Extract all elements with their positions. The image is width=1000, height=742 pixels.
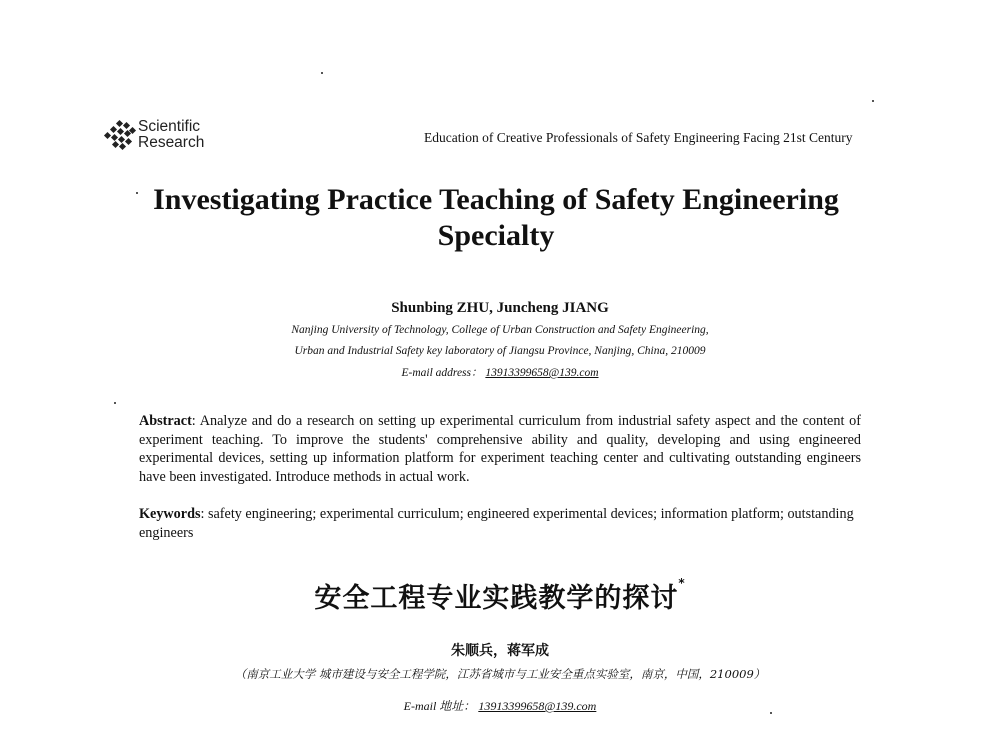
keywords-text: : safety engineering; experimental curriculum; engineered experimental devices; information platform; outstanding engineers	[139, 506, 854, 541]
chinese-email-label: E-mail 地址：	[403, 699, 476, 713]
chinese-email-line	[0, 697, 1000, 714]
publisher-logo	[103, 119, 204, 151]
scan-speck	[770, 712, 772, 714]
affiliation-line-1: Nanjing University of Technology, College of Urban Construction and Safety Engineering,	[291, 324, 709, 336]
chinese-affiliation: （南京工业大学 城市建设与安全工程学院，江苏省城市与工业安全重点实验室，南京，中国，210009）	[234, 667, 766, 681]
logo-line-2: Research	[138, 134, 205, 151]
email-line	[0, 364, 1000, 380]
logo-line-1: Scientific	[138, 118, 201, 135]
running-head: Education of Creative Professionals of Safety Engineering Facing 21st Century	[424, 130, 853, 145]
chinese-authors: 朱顺兵，蒋军成	[451, 643, 549, 659]
scan-speck	[872, 100, 874, 102]
abstract-label: Abstract	[139, 413, 192, 429]
paper-authors: Shunbing ZHU, Juncheng JIANG	[391, 300, 609, 316]
logo-text	[138, 119, 204, 151]
email-label: E-mail address：	[401, 367, 483, 379]
scan-speck	[321, 72, 323, 74]
email-link[interactable]: 13913399658@139.com	[485, 367, 599, 379]
chinese-title-text: 安全工程专业实践教学的探讨	[314, 583, 679, 614]
abstract	[139, 412, 861, 486]
chinese-title	[0, 576, 1000, 615]
abstract-text: : Analyze and do a research on setting up experimental curriculum from industrial safety aspect and the content of experiment teaching. To improve the students' comprehensive ability and quality, developing and using engineered experimental devices, setting up information platform for experiment teaching center and cultivating outstanding engineers have been investigated. Introduce methods in actual work.	[139, 413, 861, 485]
scan-speck	[114, 402, 116, 404]
chinese-email-link[interactable]: 13913399658@139.com	[478, 699, 597, 713]
footnote-mark: *	[678, 576, 686, 590]
scan-speck	[136, 192, 138, 194]
affiliation-line-2: Urban and Industrial Safety key laboratory of Jiangsu Province, Nanjing, China, 210009	[294, 345, 706, 357]
diamond-cluster-icon	[103, 120, 137, 150]
keywords-label: Keywords	[139, 506, 201, 522]
paper-title: Investigating Practice Teaching of Safety Engineering Specialty	[153, 183, 839, 252]
keywords	[139, 505, 861, 542]
